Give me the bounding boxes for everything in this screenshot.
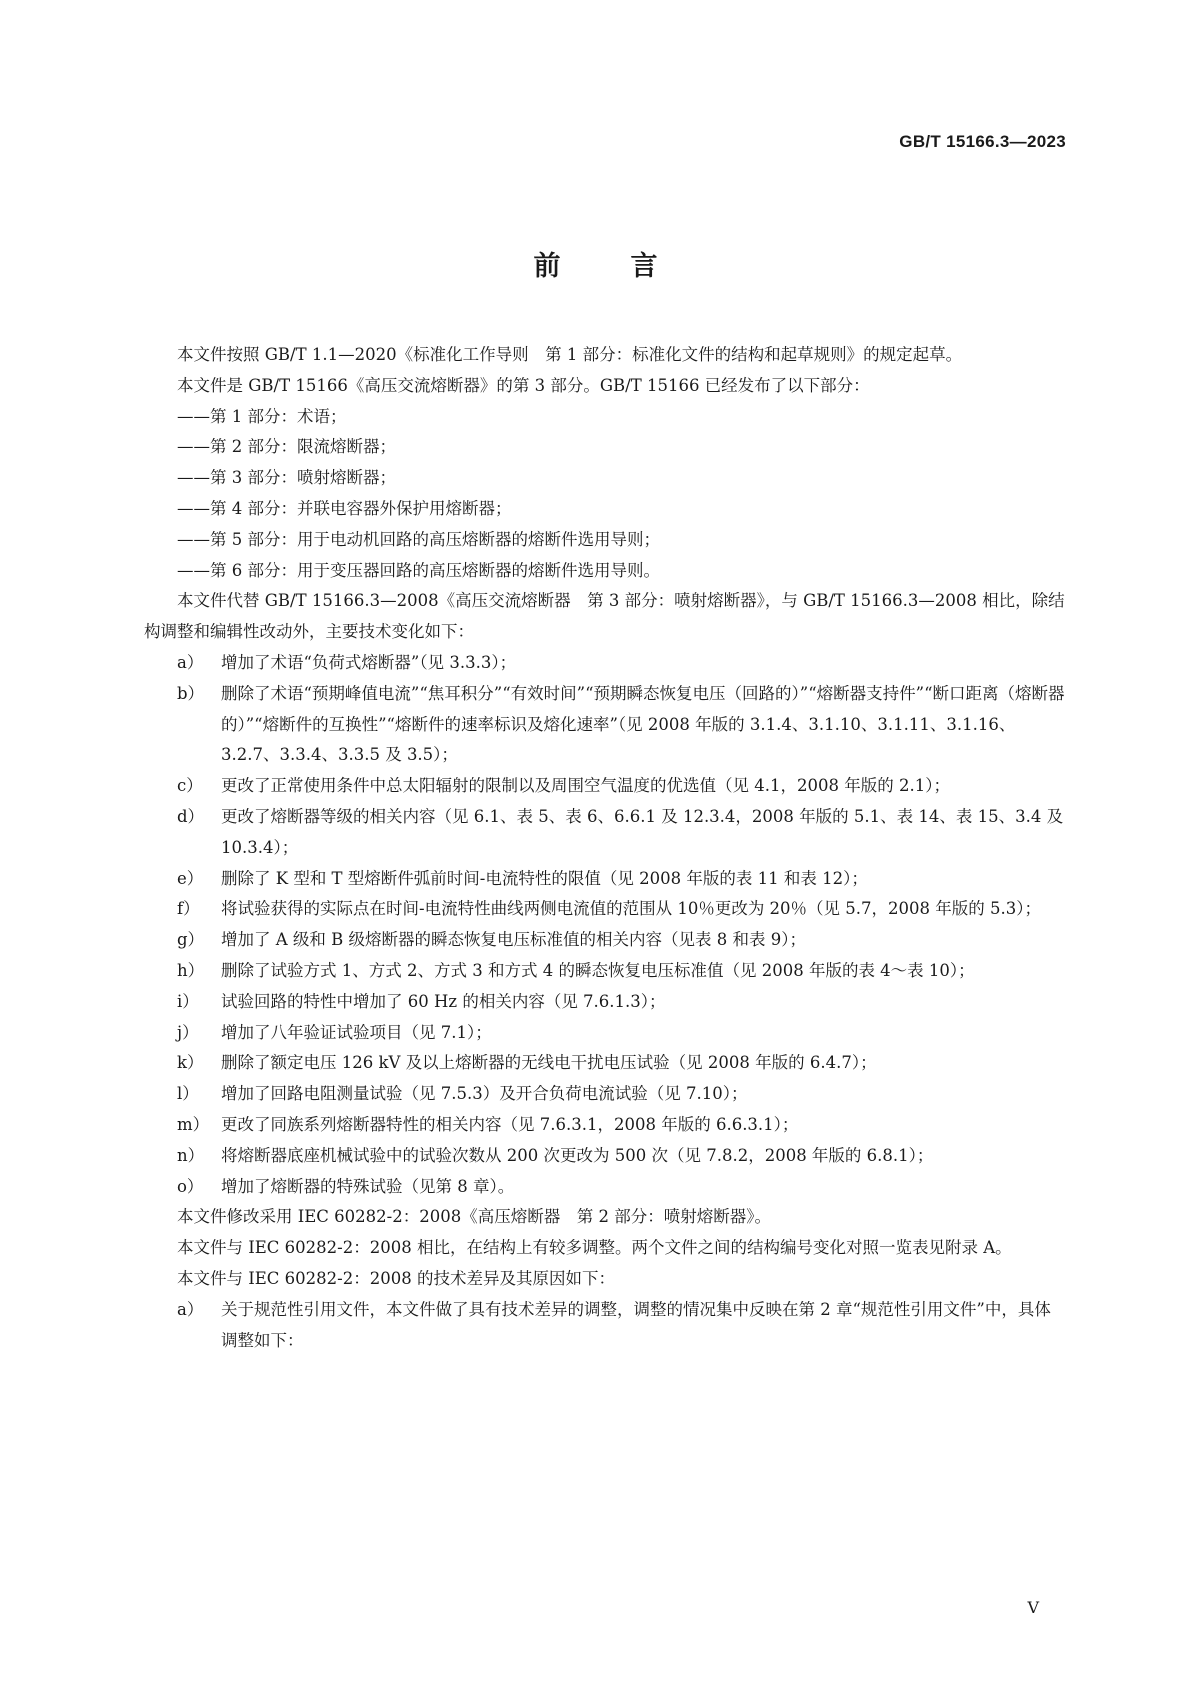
item-text: 增加了 A 级和 B 级熔断器的瞬态恢复电压标准值的相关内容（见表 8 和表 9）； — [221, 930, 807, 950]
intro-paragraph: 本文件按照 GB/T 1.1—2020《标准化工作导则 第 1 部分：标准化文件的结构和起草规则》的规定起草。 — [177, 345, 963, 364]
part-list-item: ——第 6 部分：用于变压器回路的高压熔断器的熔断件选用导则。 — [177, 560, 660, 580]
item-marker: f） — [177, 899, 200, 919]
item-marker: e） — [177, 868, 204, 888]
standard-code: GB/T 15166.3—2023 — [899, 132, 1066, 151]
item-marker: l） — [177, 1084, 199, 1104]
change-item — [144, 1141, 1066, 1172]
change-item — [144, 956, 1066, 987]
change-item — [144, 1110, 1066, 1141]
item-text: 删除了 K 型和 T 型熔断件弧前时间-电流特性的限值（见 2008 年版的表 11 和表 12）； — [221, 868, 868, 888]
item-marker: k） — [177, 1053, 204, 1073]
item-marker: c） — [177, 776, 203, 796]
item-marker: n） — [177, 1145, 205, 1165]
change-item — [144, 648, 1066, 679]
item-text: 删除了试验方式 1、方式 2、方式 3 和方式 4 的瞬态恢复电压标准值（见 2008 年版的表 4～表 10）； — [221, 960, 975, 980]
item-marker: i） — [177, 991, 199, 1011]
item-marker: g） — [177, 930, 205, 950]
change-item — [144, 894, 1066, 925]
part-list-item: ——第 1 部分：术语； — [177, 406, 347, 426]
item-marker: d） — [177, 806, 205, 826]
part-list-item: ——第 4 部分：并联电容器外保护用熔断器； — [177, 498, 512, 518]
item-text: 更改了正常使用条件中总太阳辐射的限制以及周围空气温度的优选值（见 4.1，2008 年版的 2.1）； — [221, 776, 950, 796]
item-text: 增加了八年验证试验项目（见 7.1）； — [221, 1022, 492, 1042]
intro-paragraph: 本文件是 GB/T 15166《高压交流熔断器》的第 3 部分。GB/T 15166 已经发布了以下部分： — [177, 375, 870, 395]
change-item — [144, 771, 1066, 802]
item-text: 试验回路的特性中增加了 60 Hz 的相关内容（见 7.6.1.3）； — [221, 991, 666, 1011]
item-text: 将试验获得的实际点在时间-电流特性曲线两侧电流值的范围从 10％更改为 20％（见 5.7，2008 年版的 5.3）； — [221, 899, 1042, 919]
iec-paragraph: 本文件与 IEC 60282-2：2008 相比，在结构上有较多调整。两个文件之间的结构编号变化对照一览表见附录 A。 — [177, 1238, 1012, 1258]
item-text: 将熔断器底座机械试验中的试验次数从 200 次更改为 500 次（见 7.8.2，2008 年版的 6.8.1）； — [221, 1145, 934, 1165]
item-marker: a） — [177, 652, 204, 672]
change-item — [144, 802, 1066, 864]
iec-paragraph: 本文件与 IEC 60282-2：2008 的技术差异及其原因如下： — [177, 1268, 615, 1288]
item-marker: b） — [177, 683, 205, 703]
item-text: 更改了同族系列熔断器特性的相关内容（见 7.6.3.1，2008 年版的 6.6.3.1）； — [221, 1114, 799, 1134]
part-list-item: ——第 5 部分：用于电动机回路的高压熔断器的熔断件选用导则； — [177, 529, 660, 549]
item-text: 更改了熔断器等级的相关内容（见 6.1、表 5、表 6、6.6.1 及 12.3.4，2008 年版的 5.1、表 14、表 15、3.4 及 10.3.4）； — [221, 806, 1064, 857]
change-item — [144, 1079, 1066, 1110]
item-marker: a） — [177, 1299, 204, 1319]
part-list-item: ——第 2 部分：限流熔断器； — [177, 437, 396, 457]
item-text: 删除了额定电压 126 kV 及以上熔断器的无线电干扰电压试验（见 2008 年版的 6.4.7）； — [221, 1053, 877, 1073]
change-item — [144, 1048, 1066, 1079]
difference-item — [144, 1295, 1066, 1357]
part-list-item: ——第 3 部分：喷射熔断器； — [177, 468, 396, 488]
item-marker: o） — [177, 1176, 204, 1196]
document-body — [144, 340, 1066, 1356]
change-item — [144, 1018, 1066, 1049]
page-title: 前言 — [533, 251, 728, 282]
replace-paragraph: 本文件代替 GB/T 15166.3—2008《高压交流熔断器 第 3 部分：喷射熔断器》，与 GB/T 15166.3—2008 相比，除结构调整和编辑性改动外，主要技术变化如下： — [144, 591, 1065, 642]
item-text: 增加了回路电阻测量试验（见 7.5.3）及开合负荷电流试验（见 7.10）； — [221, 1084, 748, 1104]
change-item — [144, 987, 1066, 1018]
item-text: 增加了术语“负荷式熔断器”（见 3.3.3）； — [221, 652, 517, 672]
change-item — [144, 925, 1066, 956]
item-text: 删除了术语“预期峰值电流”“焦耳积分”“有效时间”“预期瞬态恢复电压（回路的）”“熔断器支持件”“断口距离（熔断器的）”“熔断件的互换性”“熔断件的速率标识及熔化速率”（见 2008 年版的 3.1.4、3.1.10、3.1.11、3.1.16、3.2.7、3.3.4、3.3.5 及 3.5）； — [221, 683, 1065, 765]
item-text: 关于规范性引用文件，本文件做了具有技术差异的调整，调整的情况集中反映在第 2 章“规范性引用文件”中，具体调整如下： — [221, 1299, 1051, 1350]
item-marker: m） — [177, 1114, 210, 1134]
item-text: 增加了熔断器的特殊试验（见第 8 章）。 — [221, 1176, 515, 1196]
item-marker: h） — [177, 960, 205, 980]
change-item — [144, 864, 1066, 895]
change-item — [144, 679, 1066, 771]
item-marker: j） — [177, 1022, 199, 1042]
page-number: V — [1027, 1598, 1039, 1617]
change-item — [144, 1172, 1066, 1203]
iec-paragraph: 本文件修改采用 IEC 60282-2：2008《高压熔断器 第 2 部分：喷射熔断器》。 — [177, 1207, 771, 1227]
